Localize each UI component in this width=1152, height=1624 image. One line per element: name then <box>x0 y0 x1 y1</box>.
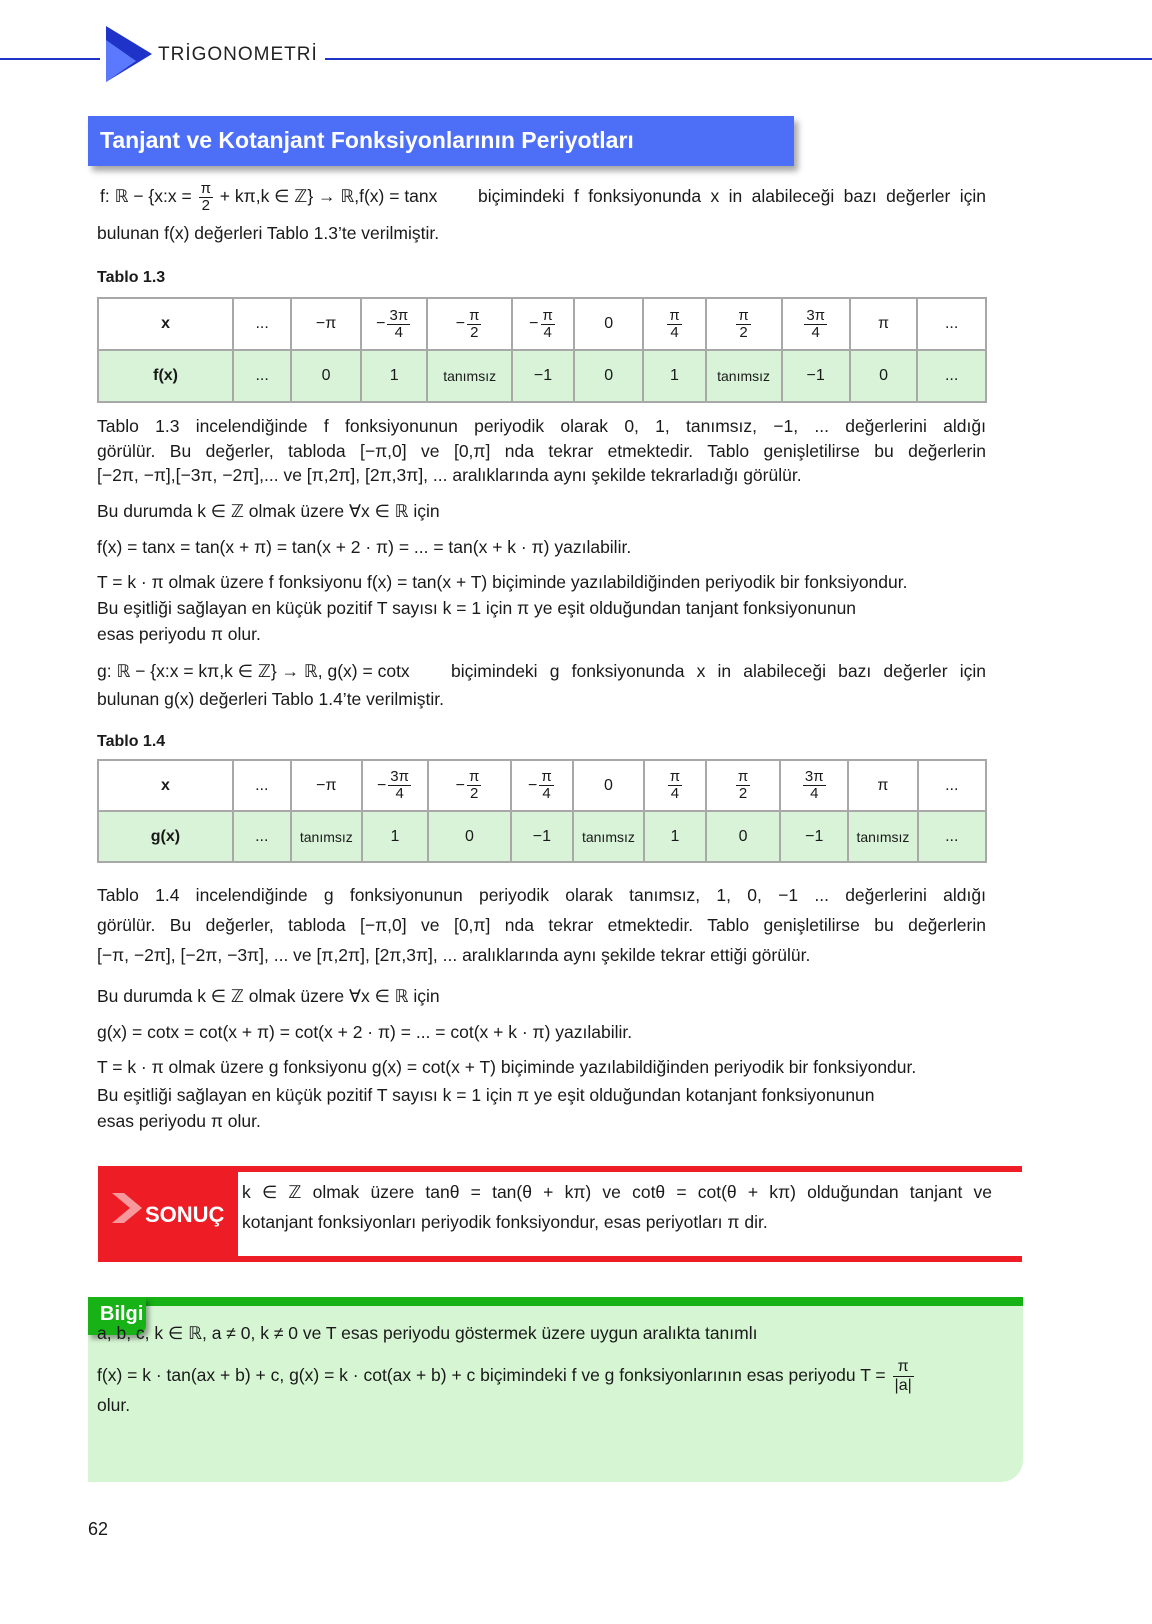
section-title-bar <box>88 116 794 166</box>
table2-value-cell: −1 <box>780 811 848 862</box>
para1-line-4: Bu durumda k ∈ ℤ olmak üzere ∀x ∈ ℝ için <box>97 501 440 521</box>
table1-value-cell: ... <box>233 350 291 402</box>
table-1-3 <box>97 297 987 403</box>
table1-header-cell: $\frac{3\pi}{4}$ <box>782 298 850 350</box>
para1-line-5: f(x) = tanx = tan(x + π) = tan(x + 2 · π) = ... = tan(x + k · π) yazılabilir. <box>97 537 632 557</box>
table2-header-cell: $\frac{\pi}{4}$ <box>644 760 706 811</box>
intro-domain-a: f: ℝ − {x:x = <box>100 186 192 207</box>
bilgi-label: Bilgi <box>100 1303 144 1325</box>
table1-row-label: f(x) <box>98 350 233 402</box>
g-intro-line-2: bulunan g(x) değerleri Tablo 1.4’te verilmiştir. <box>97 689 444 709</box>
intro-line-1-rest: biçimindeki f fonksiyonunda x in alabileceği bazı değerler için <box>478 186 986 206</box>
section-title: Tanjant ve Kotanjant Fonksiyonlarının Periyotları <box>100 127 634 153</box>
bilgi-line-1: a, b, c, k ∈ ℝ, a ≠ 0, k ≠ 0 ve T esas periyodu göstermek üzere uygun aralıkta tanımlı <box>97 1323 758 1343</box>
table-1-4 <box>97 759 987 863</box>
para2-line-7: Bu eşitliği sağlayan en küçük pozitif T sayısı k = 1 için π ye eşit olduğundan kotanjant fonksiyonunun <box>97 1085 875 1105</box>
table1-value-row <box>98 350 986 402</box>
para2-line-2: görülür. Bu değerler, tabloda [−π,0] ve [0,π] nda tekrar etmektedir. Tablo genişletilirse bu değerlerin <box>97 915 986 935</box>
page-number: 62 <box>88 1519 109 1539</box>
table2-header-cell: − $\frac{\pi}{2}$ <box>428 760 511 811</box>
para2-line-3: [−π, −2π], [−2π, −3π], ... ve [π,2π], [2π,3π], ... aralıklarında aynı şekilde tekrar ettiği görülür. <box>97 945 811 965</box>
table2-value-row <box>98 811 986 862</box>
para2-line-1: Tablo 1.4 incelendiğinde g fonksiyonunun periyodik olarak tanımsız, 1, 0, −1 ... değerlerini aldığı <box>97 885 986 905</box>
table1-header-cell: ... <box>233 298 291 350</box>
table2-value-cell: 1 <box>362 811 428 862</box>
sonuc-top-rule <box>98 1166 1022 1172</box>
bilgi-top-bar <box>88 1297 1023 1306</box>
sonuc-bottom-rule <box>98 1256 1022 1262</box>
pi-over-2-fraction: $\frac{\pi}{2}$ <box>200 180 211 214</box>
table1-header-cell: − $\frac{\pi}{2}$ <box>427 298 512 350</box>
table1-header-cell: − $\frac{3\pi}{4}$ <box>361 298 427 350</box>
para1-line-3: [−2π, −π],[−3π, −2π],... ve [π,2π], [2π,3π], ... aralıklarında aynı şekilde tekrarladığı görülür. <box>97 465 802 485</box>
bilgi-line-3: olur. <box>97 1395 131 1415</box>
table2-value-cell: 0 <box>428 811 511 862</box>
para1-line-8: esas periyodu π olur. <box>97 624 261 644</box>
sonuc-line-1: k ∈ ℤ olmak üzere tanθ = tan(θ + kπ) ve cotθ = cot(θ + kπ) olduğundan tanjant ve <box>242 1182 992 1202</box>
table2-value-cell: tanımsız <box>573 811 644 862</box>
bilgi-line-2 <box>97 1358 916 1395</box>
chapter-triangle-icon <box>106 26 152 82</box>
table1-header-cell: − $\frac{\pi}{4}$ <box>512 298 574 350</box>
sonuc-line-2: kotanjant fonksiyonları periyodik fonksiyondur, esas periyotları π dir. <box>242 1212 768 1232</box>
table2-header-cell: ... <box>918 760 986 811</box>
table1-value-cell: ... <box>917 350 986 402</box>
table2-header-cell: π <box>848 760 917 811</box>
intro-line-1 <box>100 181 437 214</box>
table2-header-cell: − $\frac{\pi}{4}$ <box>511 760 573 811</box>
table1-value-cell: 1 <box>361 350 427 402</box>
table1-value-cell: tanımsız <box>427 350 512 402</box>
table1-header-cell: $\frac{\pi}{4}$ <box>643 298 705 350</box>
table2-header-cell: ... <box>233 760 291 811</box>
chevron-right-icon <box>112 1193 142 1223</box>
intro-domain-b: + kπ,k ∈ ℤ} → ℝ,f(x) = tanx <box>219 186 438 207</box>
table1-value-cell: 1 <box>643 350 705 402</box>
table2-value-cell: tanımsız <box>291 811 362 862</box>
table2-header-cell: 0 <box>573 760 644 811</box>
para2-line-4: Bu durumda k ∈ ℤ olmak üzere ∀x ∈ ℝ için <box>97 986 440 1006</box>
para1-line-7: Bu eşitliği sağlayan en küçük pozitif T sayısı k = 1 için π ye eşit olduğundan tanjant fonksiyonunun <box>97 598 857 618</box>
table1-value-cell: 0 <box>291 350 361 402</box>
table2-value-cell: 1 <box>644 811 706 862</box>
table1-header-cell: x <box>98 298 233 350</box>
para2-line-5: g(x) = cotx = cot(x + π) = cot(x + 2 · π) = ... = cot(x + k · π) yazılabilir. <box>97 1022 633 1042</box>
table2-header-cell: − $\frac{3\pi}{4}$ <box>362 760 428 811</box>
para1-line-2: görülür. Bu değerler, tabloda [−π,0] ve [0,π] nda tekrar etmektedir. Tablo genişletilirse bu değerlerin <box>97 441 986 461</box>
table1-value-cell: −1 <box>512 350 574 402</box>
table1-value-cell: tanımsız <box>706 350 782 402</box>
table2-header-cell: x <box>98 760 233 811</box>
table2-x-row <box>98 760 986 811</box>
table1-value-cell: −1 <box>782 350 850 402</box>
table2-value-cell: ... <box>233 811 291 862</box>
header-rule-right <box>325 58 1152 60</box>
table2-value-cell: ... <box>918 811 986 862</box>
intro-line-2: bulunan f(x) değerleri Tablo 1.3’te verilmiştir. <box>97 223 440 243</box>
table2-header-cell: −π <box>291 760 362 811</box>
table1-header-cell: π <box>850 298 918 350</box>
table2-value-cell: 0 <box>706 811 780 862</box>
table2-header-cell: $\frac{\pi}{2}$ <box>706 760 780 811</box>
g-intro-line-1b: biçimindeki g fonksiyonunda x in alabileceği bazı değerler için <box>451 661 986 681</box>
pi-over-abs-a-fraction: $\frac{\pi}{|a|}$ <box>894 1358 912 1394</box>
table1-header-cell: 0 <box>574 298 643 350</box>
table1-caption: Tablo 1.3 <box>97 269 166 286</box>
table1-header-cell: ... <box>917 298 986 350</box>
para1-line-6: T = k · π olmak üzere f fonksiyonu f(x) = tan(x + T) biçiminde yazılabildiğinden periyodik bir fonksiyondur. <box>97 572 908 592</box>
table1-x-row <box>98 298 986 350</box>
bilgi-formula: f(x) = k · tan(ax + b) + c, g(x) = k · cot(ax + b) + c biçimindeki f ve g fonksiyonlarının esas periyodu T = <box>97 1365 886 1386</box>
table2-header-cell: $\frac{3\pi}{4}$ <box>780 760 848 811</box>
table2-value-cell: tanımsız <box>848 811 917 862</box>
table1-value-cell: 0 <box>574 350 643 402</box>
chapter-title: TRİGONOMETRİ <box>158 44 318 65</box>
sonuc-label: SONUÇ <box>145 1202 225 1227</box>
header-rule-left <box>0 58 100 60</box>
table2-value-cell: −1 <box>511 811 573 862</box>
table2-caption: Tablo 1.4 <box>97 733 166 750</box>
table2-row-label: g(x) <box>98 811 233 862</box>
para2-line-6: T = k · π olmak üzere g fonksiyonu g(x) = cot(x + T) biçiminde yazılabildiğinden periyodik bir fonksiyondur. <box>97 1057 917 1077</box>
para2-line-8: esas periyodu π olur. <box>97 1111 261 1131</box>
para1-line-1: Tablo 1.3 incelendiğinde f fonksiyonunun periyodik olarak 0, 1, tanımsız, −1, ... değerlerini aldığı <box>97 416 986 436</box>
table1-header-cell: $\frac{\pi}{2}$ <box>706 298 782 350</box>
g-intro-line-1a: g: ℝ − {x:x = kπ,k ∈ ℤ} → ℝ, g(x) = cotx <box>97 661 410 681</box>
table1-value-cell: 0 <box>850 350 918 402</box>
table1-header-cell: −π <box>291 298 361 350</box>
